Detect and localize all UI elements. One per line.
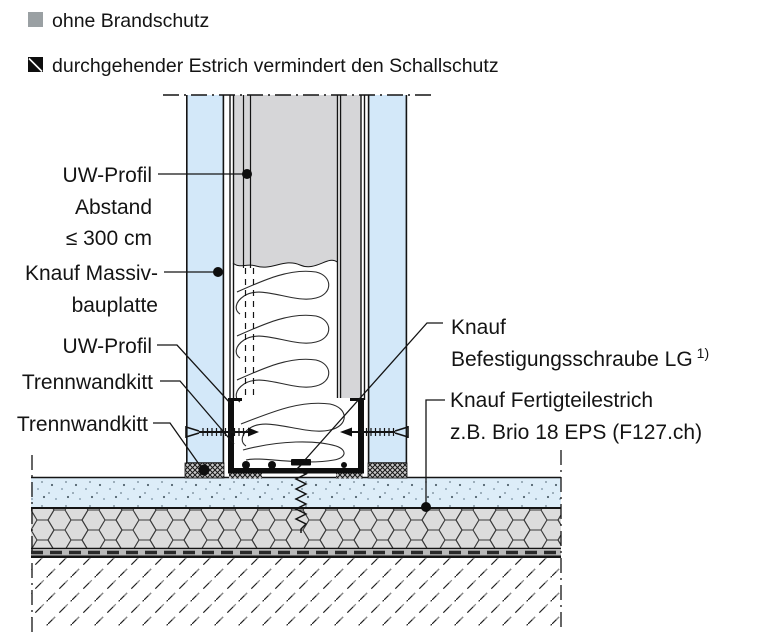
label-massivbauplatte [25,262,158,317]
trennwandkitt-under-web-right [336,474,363,479]
svg-text:Knauf Fertigteilestrich: Knauf Fertigteilestrich [450,389,654,412]
svg-text:Knauf Massiv-: Knauf Massiv- [24,262,158,285]
floor-assembly [31,450,561,632]
web-fastener-dot-1 [242,461,250,469]
label-trennwandkitt-2: Trennwandkitt [16,413,148,436]
web-fastener-dot-3 [341,462,347,468]
floor-screed-layer [31,478,561,508]
label-uw-profil-unten: UW-Profil [62,335,152,358]
core-gray-strip [341,95,361,398]
massivbauplatte-panel-right [368,95,407,463]
legend [28,10,499,77]
svg-text:UW-Profil: UW-Profil [62,164,152,187]
svg-text:Befestigungsschraube LG1): Befestigungsschraube LG $^{1)}$ [451,345,710,371]
legend-gray-square-icon [28,12,43,27]
label-fertigteilestrich [450,389,702,444]
web-fastener-dot-2 [268,461,276,469]
legend-item-continuous-screed [28,55,499,77]
leader-dot-uw-profil-abstand [242,169,252,179]
leader-dot-trennwandkitt-2 [199,465,210,476]
legend-label-1: ohne Brandschutz [52,10,210,32]
massivbauplatte-panel-left [186,95,224,463]
label-uw-profil-abstand [63,164,152,250]
trennwandkitt-under-web-left [229,474,262,479]
svg-text:Abstand: Abstand [74,196,152,219]
legend-item-no-fire-protection [28,10,209,32]
svg-text:≤ 300 cm: ≤ 300 cm [65,227,152,250]
trennwandkitt-pad-right [368,463,407,478]
svg-text:bauplatte: bauplatte [71,294,158,317]
leader-dot-fertigteilestrich [421,502,431,512]
legend-label-2: durchgehender Estrich vermindert den Schallschutz [52,55,499,77]
label-befestigungsschraube [451,316,709,371]
leader-dot-massivbauplatte [213,267,223,277]
svg-text:z.B. Brio 18 EPS (F127.ch): z.B. Brio 18 EPS (F127.ch) [450,421,703,444]
core-gray-fill [233,95,337,267]
floor-eps-layer [31,508,561,548]
svg-text:Knauf: Knauf [451,316,506,339]
label-trennwandkitt-1: Trennwandkitt [21,371,153,394]
floor-concrete-slab [31,558,561,627]
floor-membrane-layer [31,549,561,557]
